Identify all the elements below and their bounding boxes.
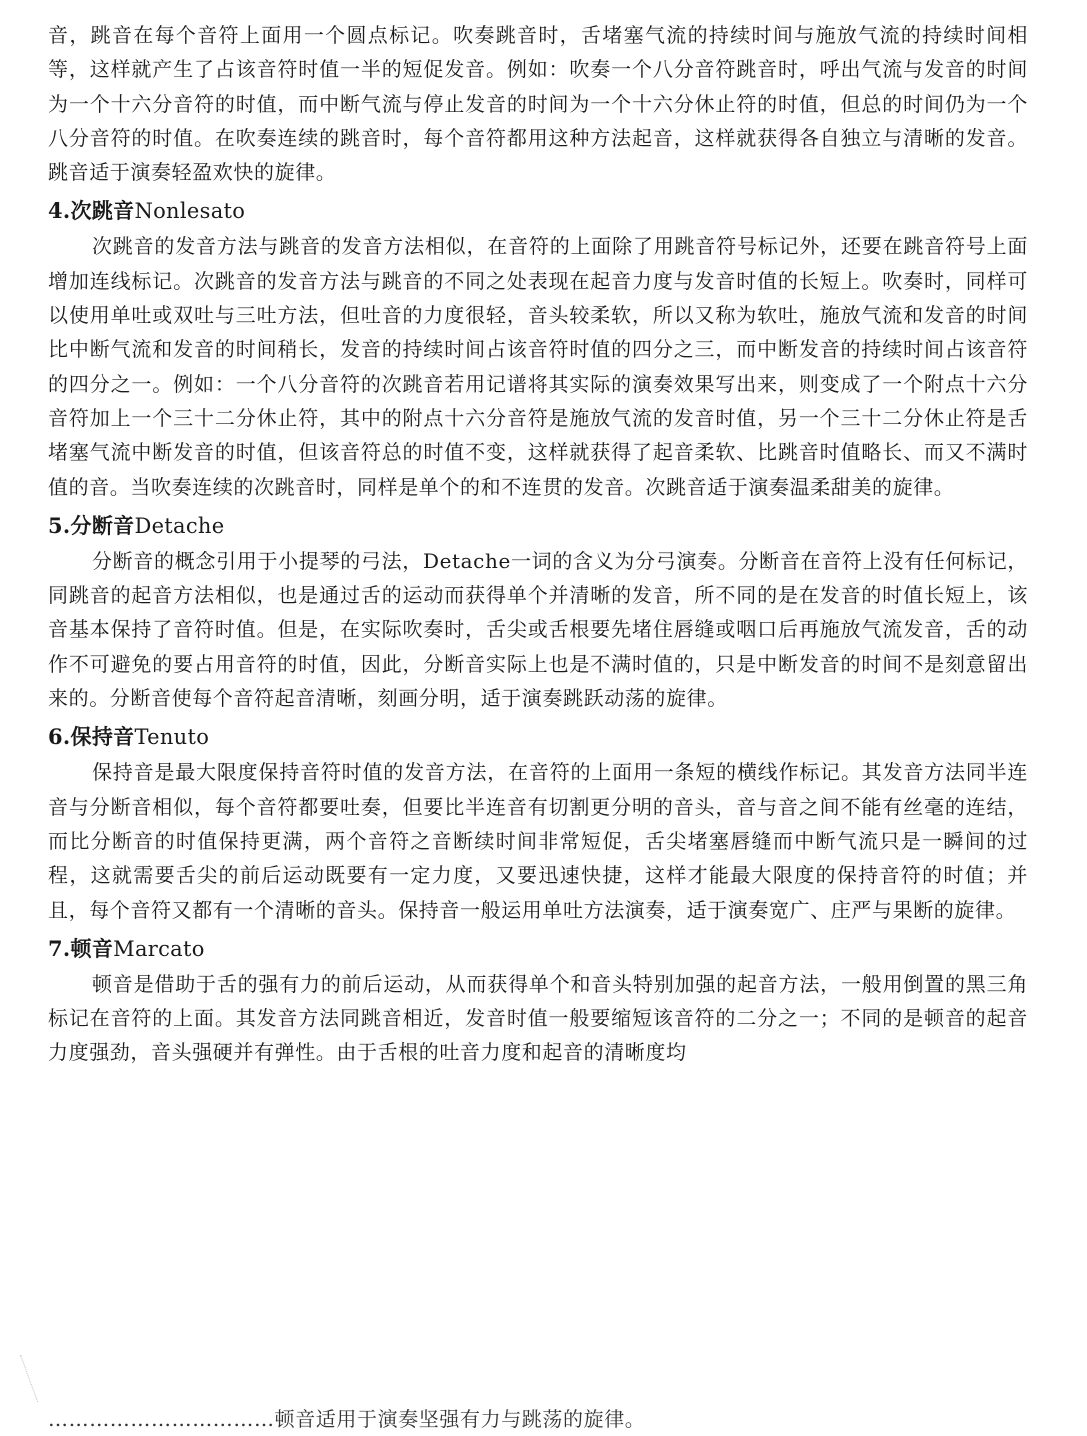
section-body: 分断音的概念引用于小提琴的弓法，Detache一词的含义为分弓演奏。分断音在音符上没有任何标记，同跳音的起音方法相似，也是通过舌的运动而获得单个并清晰的发音，所不同的是在发音的时值长短上，该音基本保持了音符时值。但是，在实际吹奏时，舌尖或舌根要先堵住唇缝或咽口后再施放气流发音，舌的动作不可避免的要占用音符的时值，因此，分断音实际上也是不满时值的，只是中断发音的时间不是刻意留出来的。分断音使每个音符起音清晰，刻画分明，适于演奏跳跃动荡的旋律。 xyxy=(48,548,1028,711)
cut-off-text-line xyxy=(48,1392,1028,1431)
section-title-zh: 顿音 xyxy=(70,935,114,961)
section-title-en: Marcato xyxy=(113,936,205,961)
section-number: 5. xyxy=(48,512,71,538)
section-title-en: Nonlesato xyxy=(134,199,246,224)
scan-artifact xyxy=(20,1348,57,1402)
intro-paragraph: 音，跳音在每个音符上面用一个圆点标记。吹奏跳音时，舌堵塞气流的持续时间与施放气流的持续时间相等，这样就产生了占该音符时值一半的短促发音。例如：吹奏一个八分音符跳音时，呼出气流与发音的时间为一个十六分音符的时值，而中断气流与停止发音的时间为一个十六分休止符的时值，但总的时间仍为一个八分音符的时值。在吹奏连续的跳音时，每个音符都用这种方法起音，这样就获得各自独立与清晰的发音。跳音适于演奏轻盈欢快的旋律。 xyxy=(48,23,1028,185)
section-number: 4. xyxy=(48,198,71,224)
section-detache xyxy=(48,508,1028,715)
section-title-zh: 分断音 xyxy=(70,512,135,538)
cut-off-line-text: ……………………………顿音适用于演奏坚强有力与跳荡的旋律。 xyxy=(48,1407,646,1431)
section-title-zh: 次跳音 xyxy=(70,198,135,224)
section-heading xyxy=(48,719,1028,755)
section-body: 顿音是借助于舌的强有力的前后运动，从而获得单个和音头特别加强的起音方法，一般用倒置的黑三角标记在音符的上面。其发音方法同跳音相近，发音时值一般要缩短该音符的二分之一；不同的是顿音的起音力度强劲，音头强硬并有弹性。由于舌根的吐音力度和起音的清晰度均 xyxy=(48,971,1028,1065)
document-page xyxy=(48,18,1028,1070)
section-heading xyxy=(48,508,1028,544)
section-number: 7. xyxy=(48,935,71,961)
section-body: 保持音是最大限度保持音符时值的发音方法，在音符的上面用一条短的横线作标记。其发音方法同半连音与分断音相似，每个音符都要吐奏，但要比半连音有切割更分明的音头，音与音之间不能有丝毫的连结，而比分断音的时值保持更满，两个音符之音断续时间非常短促，舌尖堵塞唇缝而中断气流只是一瞬间的过程，这就需要舌尖的前后运动既要有一定力度，又要迅速快捷，这样才能最大限度的保持音符的时值；并且，每个音符又都有一个清晰的音头。保持音一般运用单吐方法演奏，适于演奏宽广、庄严与果断的旋律。 xyxy=(48,760,1028,922)
section-heading xyxy=(48,193,1028,229)
section-number: 6. xyxy=(48,724,71,750)
section-marcato xyxy=(48,931,1028,1070)
section-title-zh: 保持音 xyxy=(70,724,135,750)
section-title-en: Tenuto xyxy=(134,725,210,750)
section-body: 次跳音的发音方法与跳音的发音方法相似，在音符的上面除了用跳音符号标记外，还要在跳音符号上面增加连线标记。次跳音的发音方法与跳音的不同之处表现在起音力度与发音时值的长短上。吹奏时，同样可以使用单吐或双吐与三吐方法，但吐音的力度很轻，音头较柔软，所以又称为软吐，施放气流和发音的时间比中断气流和发音的时间稍长，发音的持续时间占该音符时值的四分之三，而中断发音的持续时间占该音符的四分之一。例如：一个八分音符的次跳音若用记谱将其实际的演奏效果写出来，则变成了一个附点十六分音符加上一个三十二分休止符，其中的附点十六分音符是施放气流的发音时值，另一个三十二分休止符是舌堵塞气流中断发音的时值，但该音符总的时值不变，这样就获得了起音柔软、比跳音时值略长、而又不满时值的音。当吹奏连续的次跳音时，同样是单个的和不连贯的发音。次跳音适于演奏温柔甜美的旋律。 xyxy=(48,234,1028,499)
section-title-en: Detache xyxy=(134,513,225,538)
section-heading xyxy=(48,931,1028,967)
section-tenuto xyxy=(48,719,1028,926)
section-nonlesato xyxy=(48,193,1028,503)
